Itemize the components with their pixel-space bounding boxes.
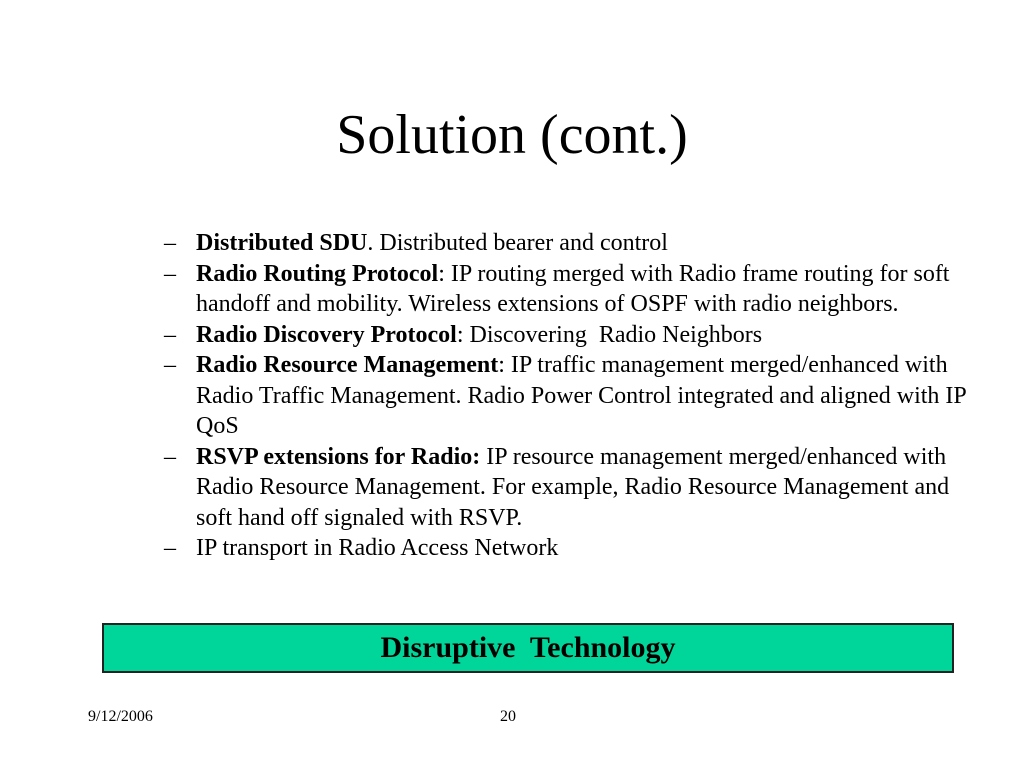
bullet-dash: – [164, 260, 176, 287]
footer-date: 9/12/2006 [88, 708, 153, 725]
bullet-lead: RSVP extensions for Radio: [196, 443, 481, 470]
bullet-dash: – [164, 321, 176, 348]
bullet-lead: Distributed SDU [196, 230, 368, 256]
bullet-item-ip-transport [158, 533, 978, 564]
bullet-lead: Radio Routing Protocol [196, 260, 439, 287]
bullet-text: : IP routing merged with Radio frame routing for soft handoff and mobility. Wireless extensions of OSPF with radio neighbors. [196, 260, 950, 317]
bullet-dash: – [164, 230, 176, 256]
bullet-list [158, 228, 978, 564]
bullet-lead: Radio Resource Management [196, 352, 499, 378]
bullet-text: IP transport in Radio Access Network [196, 535, 559, 561]
bullet-text: : IP traffic management merged/enhanced with Radio Traffic Management. Radio Power Control integrated and aligned with IP QoS [196, 352, 966, 439]
bullet-dash: – [164, 443, 176, 470]
bullet-item-rsvp-extensions [158, 442, 978, 534]
page-number: 20 [500, 708, 516, 725]
disruptive-technology-banner [102, 623, 954, 673]
bullet-item-radio-resource-management [158, 350, 978, 442]
bullet-dash: – [164, 352, 176, 378]
slide-title: Solution (cont.) [336, 104, 688, 166]
bullet-dash: – [164, 535, 176, 561]
bullet-item-distributed-sdu [158, 228, 978, 259]
bullet-text: . Distributed bearer and control [367, 230, 668, 256]
bullet-item-radio-discovery [158, 320, 978, 351]
banner-text: Disruptive Technology [380, 631, 676, 664]
bullet-text: IP resource management merged/enhanced with Radio Resource Management. For example, Radio Resource Management and soft hand off signaled with RSVP. [196, 443, 950, 531]
bullet-item-radio-routing [158, 259, 978, 320]
bullet-text: : Discovering Radio Neighbors [456, 321, 763, 348]
bullet-lead: Radio Discovery Protocol [196, 321, 457, 348]
